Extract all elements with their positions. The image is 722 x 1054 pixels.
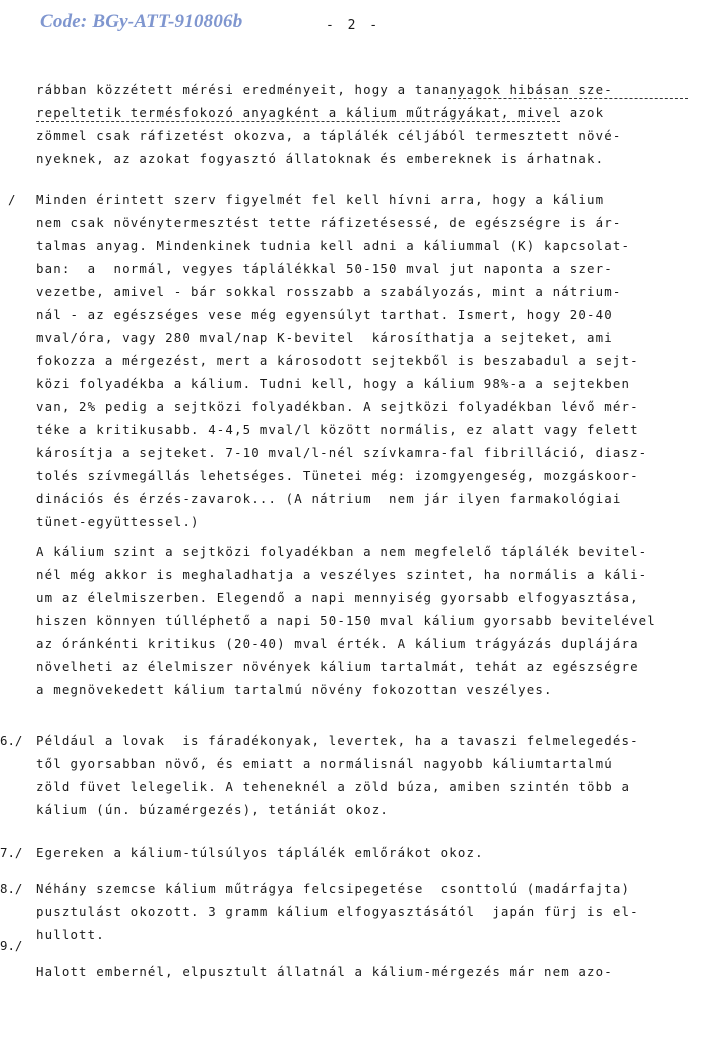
text-line: tünet-együttessel.) xyxy=(36,514,200,529)
text-line: hiszen könnyen túlléphető a napi 50-150 mval kálium gyorsabb bevitelével xyxy=(36,613,656,628)
item-marker: 8./ xyxy=(0,881,23,896)
item-marker: / xyxy=(8,192,16,207)
text-line: zöld füvet lelegelik. A teheneknél a zöld búza, amiben szintén több a xyxy=(36,779,631,794)
text-line: zömmel csak ráfizetést okozva, a táplálék céljából termesztett növé- xyxy=(36,128,622,143)
text-line: ban: a normál, vegyes táplálékkal 50-150 mval jut naponta a szer- xyxy=(36,261,613,276)
text-line: um az élelmiszerben. Elegendő a napi mennyiség gyorsabb elfogyasztása, xyxy=(36,590,639,605)
text-line: fokozza a mérgezést, mert a károsodott sejtekből is beszabadul a sejt- xyxy=(36,353,639,368)
text-line: nál - az egészséges vese még egyensúlyt tarthat. Ismert, hogy 20-40 xyxy=(36,307,613,322)
text-line: mval/óra, vagy 280 mval/nap K-bevitel károsíthatja a sejteket, ami xyxy=(36,330,613,345)
text-line: Minden érintett szerv figyelmét fel kell hívni arra, hogy a kálium xyxy=(36,192,605,207)
text-line: károsítja a sejteket. 7-10 mval/l-nél szívkamra-fal fibrilláció, diasz- xyxy=(36,445,648,460)
text-line: dinációs és érzés-zavarok... (A nátrium nem jár ilyen farmakológiai xyxy=(36,491,622,506)
text-line: Egereken a kálium-túlsúlyos táplálék emlőrákot okoz. xyxy=(36,845,484,860)
text-line: a megnövekedett kálium tartalmú növény fokozottan veszélyes. xyxy=(36,682,553,697)
text-line: repeltetik termésfokozó anyagként a kálium műtrágyákat, mivel azok xyxy=(36,105,605,120)
text-line: van, 2% pedig a sejtközi folyadékban. A sejtközi folyadékban lévő mér- xyxy=(36,399,639,414)
text-line: tolés szívmegállás lehetséges. Tünetei még: izomgyengeség, mozgáskoor- xyxy=(36,468,639,483)
document-code: Code: BGy-ATT-910806b xyxy=(40,11,243,32)
text-line: rábban közzétett mérési eredményeit, hogy a tananyagok hibásan sze- xyxy=(36,82,613,97)
text-line: hullott. xyxy=(36,927,105,942)
text-line: pusztulást okozott. 3 gramm kálium elfogyasztásától japán fürj is el- xyxy=(36,904,639,919)
text-line: vezetbe, amivel - bár sokkal rosszabb a szabályozás, mint a nátrium- xyxy=(36,284,622,299)
text-line: nem csak növénytermesztést tette ráfizetésessé, de egészségre is ár- xyxy=(36,215,622,230)
item-marker: 7./ xyxy=(0,845,23,860)
text-line: Néhány szemcse kálium műtrágya felcsipegetése csonttolú (madárfajta) xyxy=(36,881,631,896)
text-line: től gyorsabban növő, és emiatt a normálisnál nagyobb káliumtartalmú xyxy=(36,756,613,771)
text-line: Halott embernél, elpusztult állatnál a kálium-mérgezés már nem azo- xyxy=(36,964,613,979)
underline xyxy=(448,98,688,99)
text-line: az óránkénti kritikus (20-40) mval érték. A kálium trágyázás duplájára xyxy=(36,636,639,651)
text-line: nyeknek, az azokat fogyasztó állatoknak és embereknek is árhatnak. xyxy=(36,151,605,166)
item-marker: 6./ xyxy=(0,733,23,748)
text-line: kálium (ún. búzamérgezés), tetániát okoz. xyxy=(36,802,390,817)
text-line: A kálium szint a sejtközi folyadékban a nem megfelelő táplálék bevitel- xyxy=(36,544,648,559)
text-line: közi folyadékba a kálium. Tudni kell, hogy a kálium 98%-a a sejtekben xyxy=(36,376,631,391)
item-marker: 9./ xyxy=(0,938,23,953)
underline xyxy=(36,121,560,122)
text-line: nél még akkor is meghaladhatja a veszélyes szintet, ha normális a káli- xyxy=(36,567,648,582)
text-line: talmas anyag. Mindenkinek tudnia kell adni a káliummal (K) kapcsolat- xyxy=(36,238,631,253)
text-line: téke a kritikusabb. 4-4,5 mval/l között normális, ez alatt vagy felett xyxy=(36,422,639,437)
text-line: növelheti az élelmiszer növények kálium tartalmát, tehát az egészségre xyxy=(36,659,639,674)
text-line: Például a lovak is fáradékonyak, levertek, ha a tavaszi felmelegedés- xyxy=(36,733,639,748)
page-number: - 2 - xyxy=(326,18,381,33)
